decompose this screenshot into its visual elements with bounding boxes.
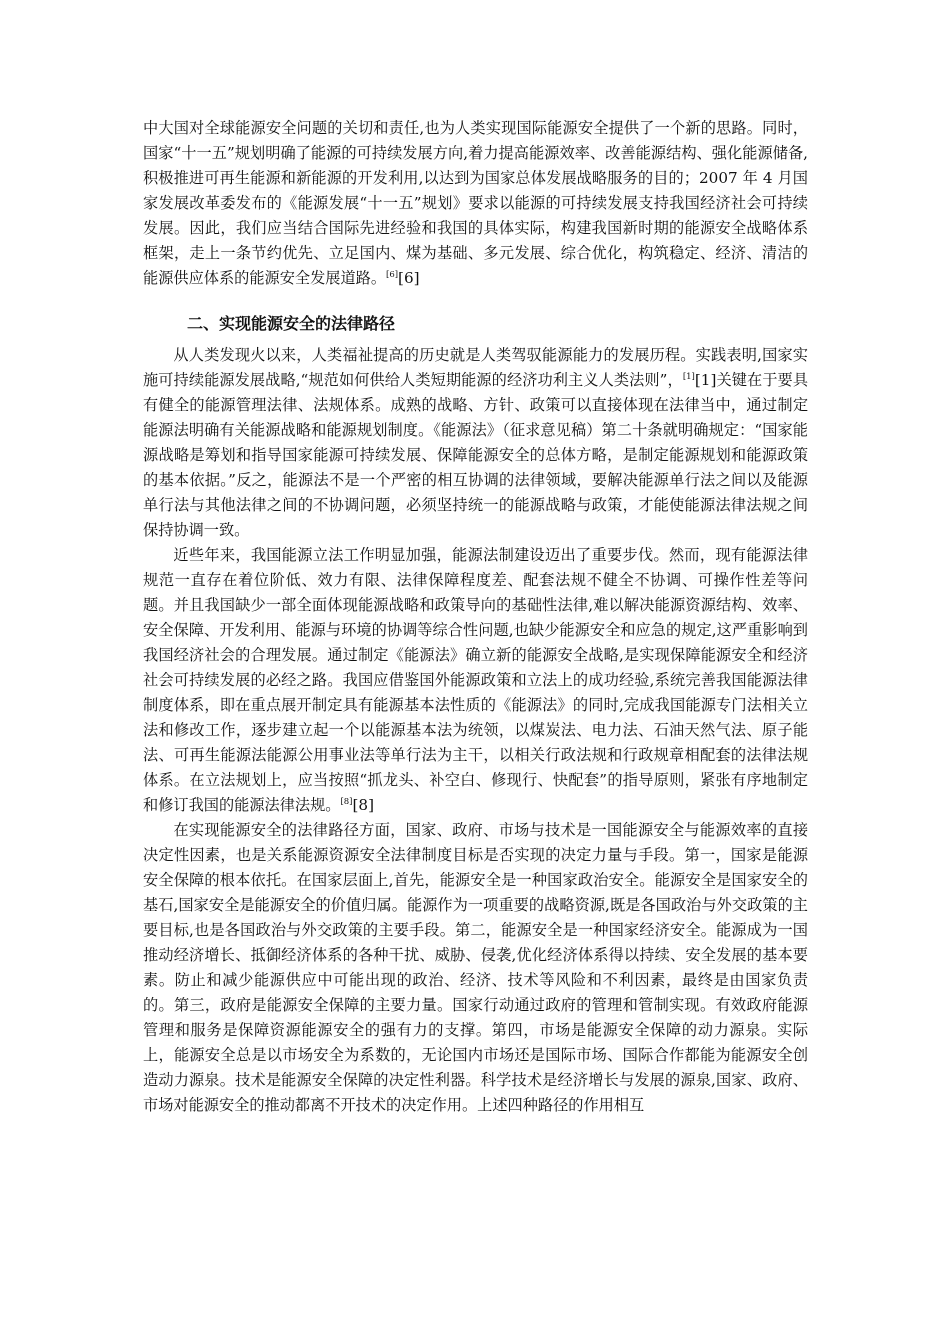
section-heading: 二、实现能源安全的法律路径: [187, 314, 396, 333]
paragraph-text: 在实现能源安全的法律路径方面，国家、政府、市场与技术是一国能源安全与能源效率的直接决定性因素，也是关系能源资源安全法律制度目标是否实现的决定力量与手段。第一，国家是能源安全保障的根本依托。在国家层面上,首先，能源安全是一种国家政治安全。能源安全是国家安全的基石,国家安全是能源安全的价值归属。能源作为一项重要的战略资源,既是各国政治与外交政策的主要目标,也是各国政治与外交政策的主要手段。第二，能源安全是一种国家经济安全。能源成为一国推动经济增长、抵御经济体系的各种干扰、威胁、侵袭,优化经济体系得以持续、安全发展的基本要素。防止和减少能源供应中可能出现的政治、经济、技术等风险和不利因素，最终是由国家负责的。第三，政府是能源安全保障的主要力量。国家行动通过政府的管理和管制实现。有效政府能源管理和服务是保障资源能源安全的强有力的支撑。第四，市场是能源安全保障的动力源泉。实际上，能源安全总是以市场安全为系数的，无论国内市场还是国际市场、国际合作都能为能源安全创造动力源泉。技术是能源安全保障的决定性利器。科学技术是经济增长与发展的源泉,国家、政府、市场对能源安全的推动都离不开技术的决定作用。上述四种路径的作用相互: [143, 821, 808, 1114]
citation-superscript: [8]: [340, 797, 353, 807]
paragraph-continuation: [143, 116, 808, 291]
citation-superscript: [1]: [682, 372, 695, 382]
paragraph-text: 从人类发现火以来，人类福祉提高的历史就是人类驾驭能源能力的发展历程。实践表明,国家实施可持续能源发展战略,“规范如何供给人类短期能源的经济功利主义人类法则”，: [143, 346, 808, 389]
body-text: [143, 116, 808, 1118]
paragraph: [143, 343, 808, 543]
paragraph: [143, 543, 808, 818]
citation-bracket: [8]: [352, 796, 374, 814]
citation-bracket: [6]: [398, 269, 420, 287]
paragraph: [143, 818, 808, 1118]
paragraph-text: 中大国对全球能源安全问题的关切和责任,也为人类实现国际能源安全提供了一个新的思路。同时，国家“十一五”规划明确了能源的可持续发展方向,着力提高能源效率、改善能源结构、强化能源储备,积极推进可再生能源和新能源的开发利用,以达到为国家总体发展战略服务的目的；2007 年 4 月国家发展改革委发布的《能源发展“十一五”规划》要求以能源的可持续发展支持我国经济社会可持续发展。因此，我们应当结合国际先进经验和我国的具体实际，构建我国新时期的能源安全战略体系框架，走上一条节约优先、立足国内、煤为基础、多元发展、综合优化，构筑稳定、经济、清洁的能源供应体系的能源安全发展道路。: [143, 119, 808, 287]
paragraph-text: 近些年来，我国能源立法工作明显加强，能源法制建设迈出了重要步伐。然而，现有能源法律规范一直存在着位阶低、效力有限、法律保障程度差、配套法规不健全不协调、可操作性差等问题。并且我国缺少一部全面体现能源战略和政策导向的基础性法律,难以解决能源资源结构、效率、安全保障、开发利用、能源与环境的协调等综合性问题,也缺少能源安全和应急的规定,这严重影响到我国经济社会的合理发展。通过制定《能源法》确立新的能源安全战略,是实现保障能源安全和经济社会可持续发展的必经之路。我国应借鉴国外能源政策和立法上的成功经验,系统完善我国能源法律制度体系，即在重点展开制定具有能源基本法性质的《能源法》的同时,完成我国能源专门法相关立法和修改工作，逐步建立起一个以能源基本法为统领，以煤炭法、电力法、石油天然气法、原子能法、可再生能源法能源公用事业法等单行法为主干，以相关行政法规和行政规章相配套的法律法规体系。在立法规划上，应当按照“抓龙头、补空白、修现行、快配套”的指导原则，紧张有序地制定和修订我国的能源法律法规。: [143, 546, 808, 814]
paragraph-text: [1]关键在于要具有健全的能源管理法律、法规体系。成熟的战略、方针、政策可以直接体现在法律当中，通过制定能源法明确有关能源战略和能源规划制度。《能源法》（征求意见稿）第二十条就明确规定：“国家能源战略是筹划和指导国家能源可持续发展、保障能源安全的总体方略，是制定能源规划和能源政策的基本依据。”反之，能源法不是一个严密的相互协调的法律领域，要解决能源单行法之间以及能源单行法与其他法律之间的不协调问题，必须坚持统一的能源战略与政策，才能使能源法律法规之间保持协调一致。: [143, 371, 809, 539]
citation-superscript: [6]: [386, 270, 399, 280]
